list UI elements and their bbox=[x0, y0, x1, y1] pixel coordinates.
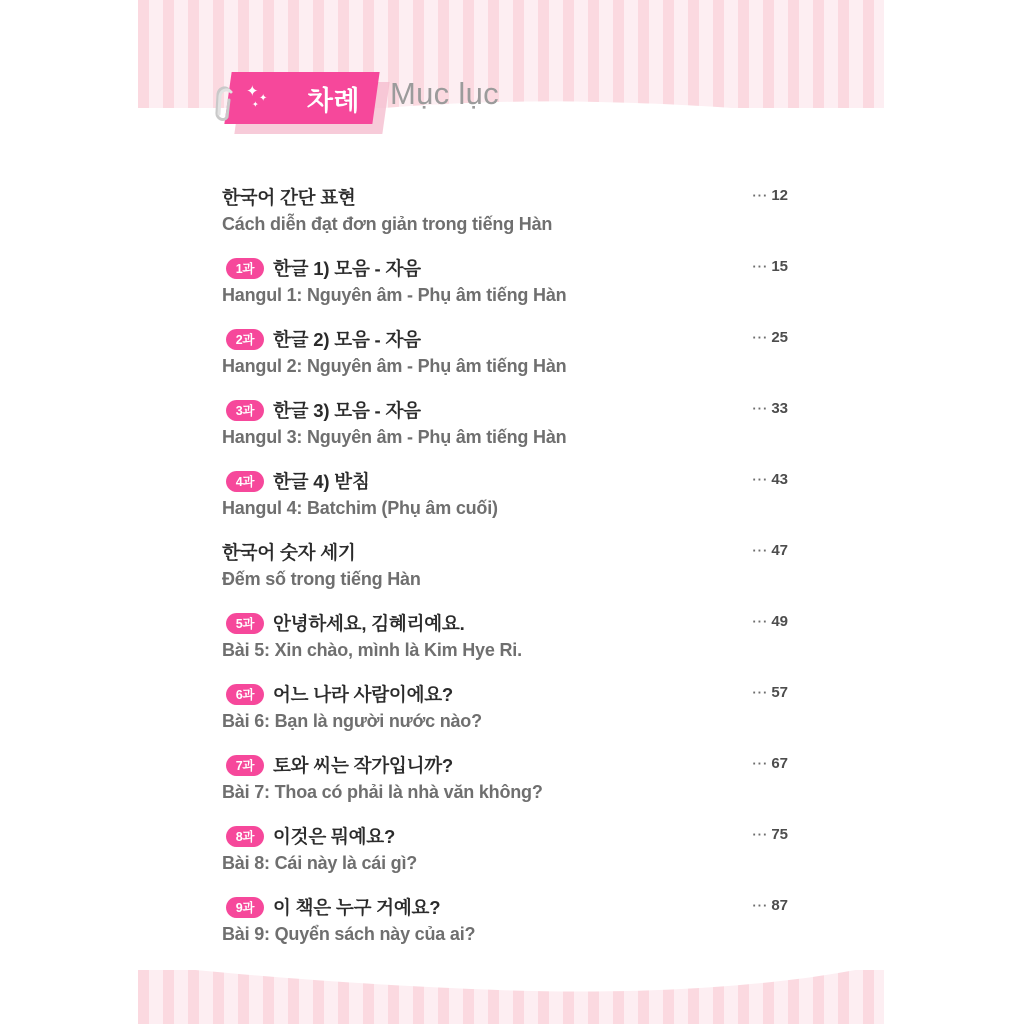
toc-entry-vietnamese: Hangul 1: Nguyên âm - Phụ âm tiếng Hàn bbox=[222, 285, 567, 305]
toc-entry-korean: 한국어 숫자 세기 bbox=[222, 542, 356, 563]
header-vietnamese-title: Mục lục bbox=[390, 76, 499, 111]
lesson-badge: 7과 bbox=[226, 755, 264, 776]
page-value: 25 bbox=[771, 329, 788, 346]
page-value: 87 bbox=[771, 897, 788, 914]
toc-entry[interactable] bbox=[222, 753, 788, 803]
toc-page-number bbox=[752, 329, 788, 346]
toc-entry[interactable] bbox=[222, 327, 788, 377]
toc-entry[interactable] bbox=[222, 469, 788, 519]
lesson-badge: 6과 bbox=[226, 684, 264, 705]
toc-entry-korean: 어느 나라 사람이에요? bbox=[273, 684, 454, 705]
toc-entry[interactable] bbox=[222, 611, 788, 661]
page-value: 33 bbox=[771, 400, 788, 417]
toc-entry-korean: 이것은 뭐예요? bbox=[273, 826, 396, 847]
toc-entry-korean: 한글 3) 모음 - 자음 bbox=[273, 400, 421, 421]
toc-entry[interactable] bbox=[222, 185, 788, 235]
toc-page-number bbox=[752, 755, 788, 772]
lesson-badge: 5과 bbox=[226, 613, 264, 634]
toc-page-number bbox=[752, 400, 788, 417]
page-value: 75 bbox=[771, 826, 788, 843]
leader-dots: ··· bbox=[752, 685, 769, 700]
toc-page-number bbox=[752, 684, 788, 701]
toc-entry-korean: 한국어 간단 표현 bbox=[222, 187, 356, 208]
toc-entry-korean: 한글 2) 모음 - 자음 bbox=[273, 329, 421, 350]
header-korean-title: 차례 bbox=[306, 85, 360, 116]
table-of-contents bbox=[222, 185, 788, 966]
lesson-badge: 8과 bbox=[226, 826, 264, 847]
leader-dots: ··· bbox=[752, 330, 769, 345]
leader-dots: ··· bbox=[752, 543, 769, 558]
toc-entry-vietnamese: Cách diễn đạt đơn giản trong tiếng Hàn bbox=[222, 214, 553, 234]
page-value: 57 bbox=[771, 684, 788, 701]
paperclip-icon bbox=[214, 86, 236, 124]
lesson-badge: 1과 bbox=[226, 258, 264, 279]
page-value: 47 bbox=[771, 542, 788, 559]
leader-dots: ··· bbox=[752, 472, 769, 487]
sparkle-icon: ✦ bbox=[259, 93, 268, 104]
lesson-badge: 9과 bbox=[226, 897, 264, 918]
sparkle-icon: ✦ bbox=[252, 100, 259, 109]
toc-entry[interactable] bbox=[222, 895, 788, 945]
toc-entry-vietnamese: Hangul 3: Nguyên âm - Phụ âm tiếng Hàn bbox=[222, 427, 567, 447]
toc-entry[interactable] bbox=[222, 256, 788, 306]
toc-entry[interactable] bbox=[222, 824, 788, 874]
toc-entry[interactable] bbox=[222, 682, 788, 732]
toc-entry-korean: 안녕하세요, 김혜리예요. bbox=[273, 613, 465, 634]
toc-entry-vietnamese: Bài 6: Bạn là người nước nào? bbox=[222, 711, 482, 731]
leader-dots: ··· bbox=[752, 756, 769, 771]
page-value: 67 bbox=[771, 755, 788, 772]
toc-entry-vietnamese: Bài 7: Thoa có phải là nhà văn không? bbox=[222, 782, 543, 802]
toc-page-number bbox=[752, 613, 788, 630]
toc-entry-vietnamese: Bài 5: Xin chào, mình là Kim Hye Ri. bbox=[222, 640, 522, 660]
toc-entry-korean: 한글 4) 받침 bbox=[273, 471, 370, 492]
page-value: 43 bbox=[771, 471, 788, 488]
toc-page-number bbox=[752, 897, 788, 914]
leader-dots: ··· bbox=[752, 827, 769, 842]
leader-dots: ··· bbox=[752, 614, 769, 629]
toc-entry-vietnamese: Đếm số trong tiếng Hàn bbox=[222, 569, 421, 589]
lesson-badge: 3과 bbox=[226, 400, 264, 421]
toc-entry-vietnamese: Bài 8: Cái này là cái gì? bbox=[222, 853, 418, 873]
leader-dots: ··· bbox=[752, 401, 769, 416]
page-value: 12 bbox=[771, 187, 788, 204]
leader-dots: ··· bbox=[752, 898, 769, 913]
toc-page-number bbox=[752, 187, 788, 204]
leader-dots: ··· bbox=[752, 188, 769, 203]
toc-entry[interactable] bbox=[222, 398, 788, 448]
lesson-badge: 2과 bbox=[226, 329, 264, 350]
toc-entry-vietnamese: Bài 9: Quyển sách này của ai? bbox=[222, 924, 476, 944]
lesson-badge: 4과 bbox=[226, 471, 264, 492]
sparkle-icon: ✦ bbox=[246, 83, 259, 100]
leader-dots: ··· bbox=[752, 259, 769, 274]
toc-entry-korean: 이 책은 누구 거예요? bbox=[273, 897, 441, 918]
page-value: 49 bbox=[771, 613, 788, 630]
toc-page-number bbox=[752, 542, 788, 559]
page-value: 15 bbox=[771, 258, 788, 275]
toc-entry[interactable] bbox=[222, 540, 788, 590]
toc-entry-korean: 한글 1) 모음 - 자음 bbox=[273, 258, 421, 279]
toc-page-number bbox=[752, 258, 788, 275]
toc-page-number bbox=[752, 826, 788, 843]
toc-entry-vietnamese: Hangul 2: Nguyên âm - Phụ âm tiếng Hàn bbox=[222, 356, 567, 376]
toc-entry-korean: 토와 씨는 작가입니까? bbox=[273, 755, 454, 776]
toc-page-number bbox=[752, 471, 788, 488]
toc-entry-vietnamese: Hangul 4: Batchim (Phụ âm cuối) bbox=[222, 498, 498, 518]
